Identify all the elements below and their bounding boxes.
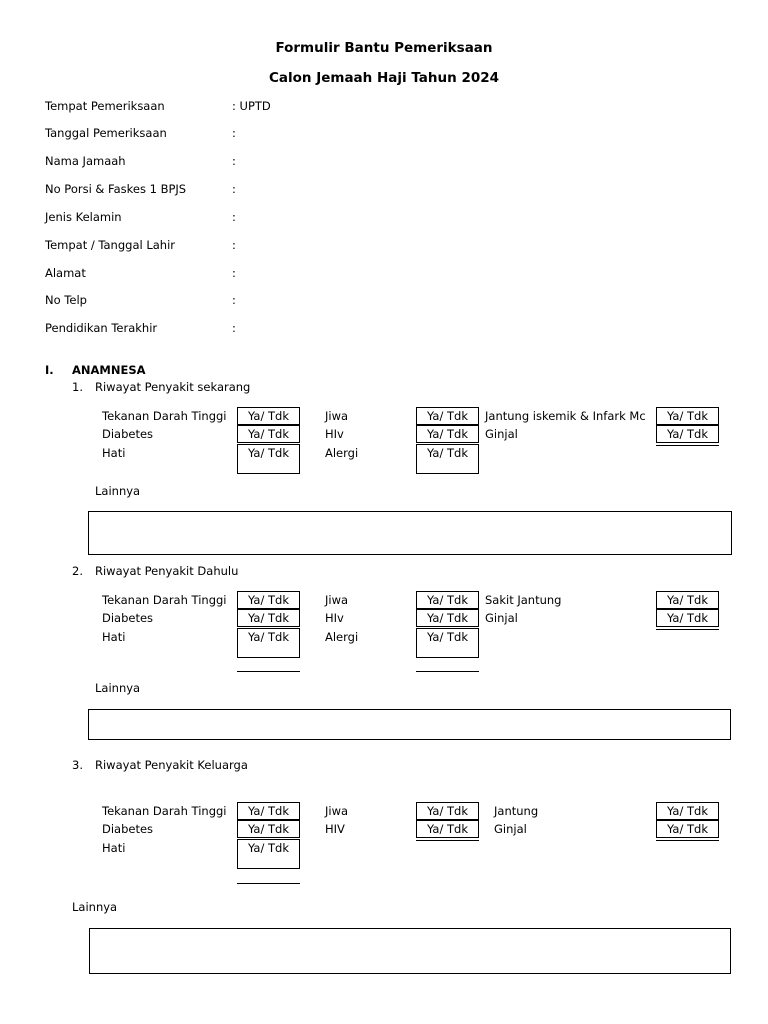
condition-label: Diabetes (102, 822, 154, 836)
field-value-nama-jamaah[interactable]: : (232, 154, 236, 168)
divider (656, 840, 719, 841)
condition-label: Tekanan Darah Tinggi (102, 804, 227, 818)
other-textarea[interactable] (89, 928, 731, 974)
yes-no-box[interactable]: Ya/ Tdk (656, 407, 719, 425)
other-label: Lainnya (95, 484, 141, 498)
yes-no-box[interactable]: Ya/ Tdk (656, 820, 719, 838)
field-value-tempat-tanggal-lahir[interactable]: : (232, 238, 236, 252)
yes-no-box[interactable]: Ya/ Tdk (237, 839, 300, 869)
condition-label: Tekanan Darah Tinggi (102, 593, 227, 607)
condition-label: Tekanan Darah Tinggi (102, 409, 227, 423)
yes-no-box[interactable]: Ya/ Tdk (237, 425, 300, 443)
yes-no-box[interactable]: Ya/ Tdk (656, 802, 719, 820)
yes-no-box[interactable]: Ya/ Tdk (656, 609, 719, 627)
condition-label: Hati (102, 841, 126, 855)
field-value-no-telp[interactable]: : (232, 293, 236, 307)
condition-label: Alergi (325, 446, 359, 460)
field-label-alamat: Alamat (45, 266, 86, 280)
condition-label: Sakit Jantung (485, 593, 562, 607)
yes-no-box[interactable]: Ya/ Tdk (416, 609, 479, 627)
field-value-pendidikan-terakhir[interactable]: : (232, 321, 236, 335)
field-value-jenis-kelamin[interactable]: : (232, 210, 236, 224)
other-textarea[interactable] (88, 511, 732, 555)
condition-label: Hati (102, 630, 126, 644)
yes-no-box[interactable]: Ya/ Tdk (416, 628, 479, 658)
yes-no-box[interactable]: Ya/ Tdk (656, 425, 719, 443)
section-number: I. (45, 363, 54, 377)
yes-no-box[interactable]: Ya/ Tdk (237, 591, 300, 609)
field-label-tempat-pemeriksaan: Tempat Pemeriksaan (45, 99, 165, 113)
field-label-no-porsi: No Porsi & Faskes 1 BPJS (45, 182, 187, 196)
subsection-title: Riwayat Penyakit Keluarga (95, 758, 248, 772)
yes-no-box[interactable]: Ya/ Tdk (656, 591, 719, 609)
subsection-title: Riwayat Penyakit sekarang (95, 380, 251, 394)
yes-no-box[interactable]: Ya/ Tdk (416, 407, 479, 425)
yes-no-box[interactable]: Ya/ Tdk (416, 425, 479, 443)
divider (656, 445, 719, 446)
condition-label: Alergi (325, 630, 359, 644)
field-label-nama-jamaah: Nama Jamaah (45, 154, 126, 168)
subsection-number: 3. (72, 758, 83, 772)
condition-label: HIV (325, 822, 345, 836)
yes-no-box[interactable]: Ya/ Tdk (237, 628, 300, 658)
field-value-tempat-pemeriksaan[interactable]: : UPTD (232, 99, 271, 113)
subsection-number: 1. (72, 380, 83, 394)
yes-no-box[interactable]: Ya/ Tdk (237, 820, 300, 838)
field-label-tanggal-pemeriksaan: Tanggal Pemeriksaan (45, 126, 167, 140)
yes-no-box[interactable]: Ya/ Tdk (237, 609, 300, 627)
condition-label: Ginjal (494, 822, 527, 836)
condition-label: Jantung iskemik & Infark Mc (485, 409, 646, 423)
form-subtitle: Calon Jemaah Haji Tahun 2024 (268, 70, 500, 86)
condition-label: Jiwa (325, 409, 349, 423)
yes-no-box[interactable]: Ya/ Tdk (237, 802, 300, 820)
condition-label: Ginjal (485, 427, 518, 441)
field-value-no-porsi[interactable]: : (232, 182, 236, 196)
subsection-number: 2. (72, 564, 83, 578)
subsection-title: Riwayat Penyakit Dahulu (95, 564, 239, 578)
field-label-no-telp: No Telp (45, 293, 87, 307)
divider (416, 671, 479, 672)
condition-label: Diabetes (102, 611, 154, 625)
condition-label: Jantung (494, 804, 539, 818)
condition-label: Hati (102, 446, 126, 460)
divider (656, 629, 719, 630)
section-title: ANAMNESA (72, 363, 146, 377)
yes-no-box[interactable]: Ya/ Tdk (416, 591, 479, 609)
yes-no-box[interactable]: Ya/ Tdk (416, 444, 479, 474)
condition-label: HIv (325, 427, 344, 441)
condition-label: Diabetes (102, 427, 154, 441)
field-value-alamat[interactable]: : (232, 266, 236, 280)
field-label-jenis-kelamin: Jenis Kelamin (45, 210, 122, 224)
other-label: Lainnya (72, 900, 118, 914)
condition-label: Ginjal (485, 611, 518, 625)
divider (237, 671, 300, 672)
other-label: Lainnya (95, 681, 141, 695)
field-label-tempat-tanggal-lahir: Tempat / Tanggal Lahir (45, 238, 176, 252)
yes-no-box[interactable]: Ya/ Tdk (237, 444, 300, 474)
divider (237, 883, 300, 884)
field-label-pendidikan-terakhir: Pendidikan Terakhir (45, 321, 158, 335)
form-title: Formulir Bantu Pemeriksaan (275, 40, 493, 56)
divider (416, 840, 479, 841)
yes-no-box[interactable]: Ya/ Tdk (237, 407, 300, 425)
yes-no-box[interactable]: Ya/ Tdk (416, 820, 479, 838)
field-value-tanggal-pemeriksaan[interactable]: : (232, 126, 236, 140)
condition-label: HIv (325, 611, 344, 625)
other-textarea[interactable] (88, 709, 731, 740)
condition-label: Jiwa (325, 593, 349, 607)
yes-no-box[interactable]: Ya/ Tdk (416, 802, 479, 820)
condition-label: Jiwa (325, 804, 349, 818)
